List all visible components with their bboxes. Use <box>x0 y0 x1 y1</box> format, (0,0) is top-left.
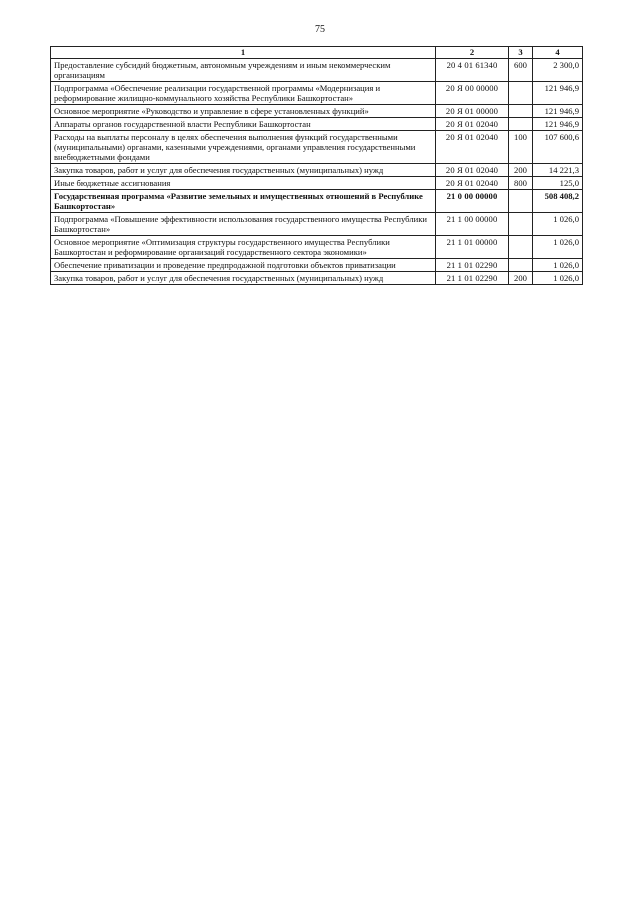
row-amount-cell: 1 026,0 <box>533 272 583 285</box>
row-name-cell: Закупка товаров, работ и услуг для обеспечения государственных (муниципальных) нужд <box>51 272 436 285</box>
row-code-cell: 21 1 01 00000 <box>436 236 509 259</box>
table-row <box>51 259 583 272</box>
row-expense-type-cell <box>509 118 533 131</box>
table-row <box>51 177 583 190</box>
table-row <box>51 190 583 213</box>
row-code-cell: 20 Я 01 02040 <box>436 118 509 131</box>
row-code-cell: 20 Я 01 02040 <box>436 131 509 164</box>
row-name-cell: Предоставление субсидий бюджетным, автономным учреждениям и иным некоммерческим организациям <box>51 59 436 82</box>
header-col-2: 2 <box>436 47 509 59</box>
row-expense-type-cell: 100 <box>509 131 533 164</box>
row-code-cell: 21 1 00 00000 <box>436 213 509 236</box>
row-amount-cell: 107 600,6 <box>533 131 583 164</box>
table-body <box>51 59 583 285</box>
table-header-row <box>51 47 583 59</box>
row-expense-type-cell <box>509 82 533 105</box>
row-amount-cell: 2 300,0 <box>533 59 583 82</box>
row-name-cell: Государственная программа «Развитие земельных и имущественных отношений в Республике Башкортостан» <box>51 190 436 213</box>
row-name-cell: Основное мероприятие «Руководство и управление в сфере установленных функций» <box>51 105 436 118</box>
row-expense-type-cell: 200 <box>509 164 533 177</box>
row-name-cell: Аппараты органов государственной власти Республики Башкортостан <box>51 118 436 131</box>
row-expense-type-cell <box>509 213 533 236</box>
row-expense-type-cell <box>509 105 533 118</box>
page-number: 75 <box>315 24 325 35</box>
row-amount-cell: 121 946,9 <box>533 105 583 118</box>
table-row <box>51 272 583 285</box>
row-amount-cell: 121 946,9 <box>533 82 583 105</box>
header-col-1: 1 <box>51 47 436 59</box>
row-expense-type-cell <box>509 190 533 213</box>
row-code-cell: 20 Я 01 02040 <box>436 177 509 190</box>
table-row <box>51 82 583 105</box>
row-name-cell: Основное мероприятие «Оптимизация структуры государственного имущества Республики Башкортостан и реформирование организаций государственного сектора экономики» <box>51 236 436 259</box>
budget-table <box>50 46 583 285</box>
row-code-cell: 21 1 01 02290 <box>436 259 509 272</box>
row-amount-cell: 508 408,2 <box>533 190 583 213</box>
row-name-cell: Закупка товаров, работ и услуг для обеспечения государственных (муниципальных) нужд <box>51 164 436 177</box>
row-amount-cell: 1 026,0 <box>533 213 583 236</box>
row-expense-type-cell: 800 <box>509 177 533 190</box>
table-row <box>51 105 583 118</box>
row-name-cell: Иные бюджетные ассигнования <box>51 177 436 190</box>
row-amount-cell: 125,0 <box>533 177 583 190</box>
row-code-cell: 21 1 01 02290 <box>436 272 509 285</box>
row-code-cell: 21 0 00 00000 <box>436 190 509 213</box>
table-row <box>51 164 583 177</box>
row-name-cell: Расходы на выплаты персоналу в целях обеспечения выполнения функций государственными (муниципальными) органами, казенными учреждениями, органами управления государственными внебюджетными фондами <box>51 131 436 164</box>
row-amount-cell: 14 221,3 <box>533 164 583 177</box>
row-amount-cell: 1 026,0 <box>533 236 583 259</box>
table-row <box>51 59 583 82</box>
table-row <box>51 236 583 259</box>
table-row <box>51 118 583 131</box>
row-code-cell: 20 Я 01 00000 <box>436 105 509 118</box>
row-name-cell: Подпрограмма «Обеспечение реализации государственной программы «Модернизация и реформирование жилищно-коммунального хозяйства Республики Башкортостан» <box>51 82 436 105</box>
row-amount-cell: 121 946,9 <box>533 118 583 131</box>
row-code-cell: 20 Я 01 02040 <box>436 164 509 177</box>
table-row <box>51 213 583 236</box>
row-code-cell: 20 Я 00 00000 <box>436 82 509 105</box>
header-col-3: 3 <box>509 47 533 59</box>
row-name-cell: Обеспечение приватизации и проведение предпродажной подготовки объектов приватизации <box>51 259 436 272</box>
row-expense-type-cell: 600 <box>509 59 533 82</box>
row-code-cell: 20 4 01 61340 <box>436 59 509 82</box>
row-expense-type-cell: 200 <box>509 272 533 285</box>
row-name-cell: Подпрограмма «Повышение эффективности использования государственного имущества Республики Башкортостан» <box>51 213 436 236</box>
table-row <box>51 131 583 164</box>
row-expense-type-cell <box>509 259 533 272</box>
row-amount-cell: 1 026,0 <box>533 259 583 272</box>
row-expense-type-cell <box>509 236 533 259</box>
header-col-4: 4 <box>533 47 583 59</box>
